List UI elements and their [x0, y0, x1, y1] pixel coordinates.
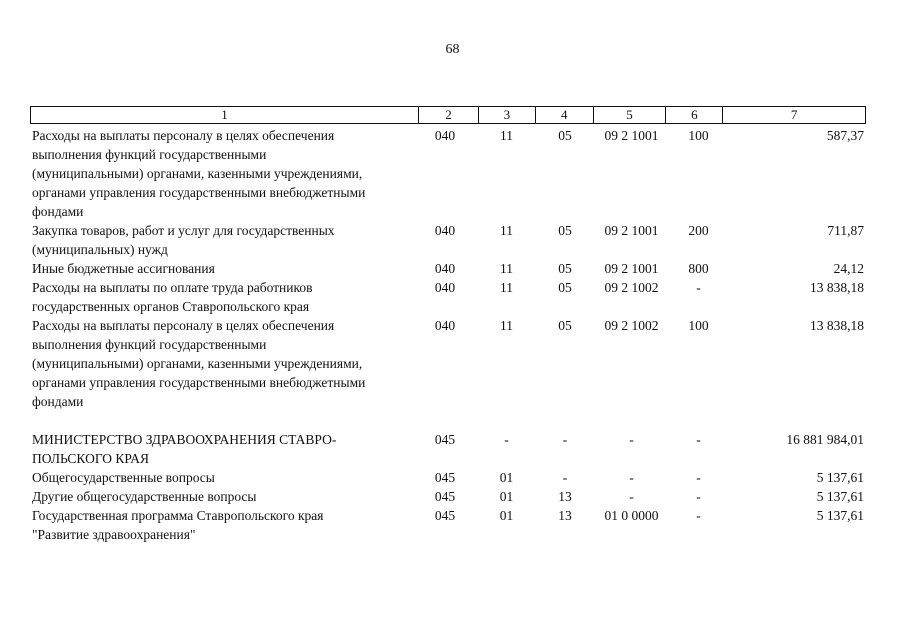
row-target-article: 09 2 1002	[604, 318, 659, 333]
row-ministry-code: 045	[434, 432, 456, 447]
row-section: 11	[500, 223, 513, 238]
row-amount: 5 137,61	[816, 508, 864, 523]
header-col-4: 4	[536, 107, 594, 123]
row-expense-type: -	[696, 280, 701, 295]
row-ministry-code: 040	[434, 318, 456, 333]
table-row	[30, 430, 866, 468]
table-row	[30, 316, 866, 411]
row-amount: 5 137,61	[816, 470, 864, 485]
row-target-article: -	[629, 432, 634, 447]
row-subsection: 05	[558, 280, 572, 295]
row-section: 11	[500, 261, 513, 276]
row-description: МИНИСТЕРСТВО ЗДРАВООХРАНЕНИЯ СТАВРО- ПОЛЬСКОГО КРАЯ	[32, 432, 337, 466]
row-description: Другие общегосударственные вопросы	[32, 489, 257, 504]
table-row	[30, 468, 866, 487]
table-row	[30, 278, 866, 316]
row-description: Расходы на выплаты персоналу в целях обеспечения выполнения функций государственными (муниципальными) органами, казенными учреждениями, органами управления государственными внебюджетными фондами	[32, 318, 366, 409]
row-subsection: 05	[558, 128, 572, 143]
row-expense-type: -	[696, 470, 701, 485]
row-section: 11	[500, 280, 513, 295]
row-ministry-code: 040	[434, 223, 456, 238]
row-target-article: 09 2 1002	[604, 280, 659, 295]
row-description: Общегосударственные вопросы	[32, 470, 215, 485]
row-section: 01	[499, 508, 514, 523]
row-expense-type: -	[696, 432, 701, 447]
row-amount: 5 137,61	[816, 489, 864, 504]
table-header	[30, 106, 866, 124]
row-subsection: 13	[558, 489, 572, 504]
row-target-article: 09 2 1001	[604, 261, 659, 276]
row-expense-type: 200	[688, 223, 709, 238]
row-amount: 711,87	[827, 223, 864, 238]
page-number: 68	[445, 42, 460, 57]
row-ministry-code: 040	[434, 128, 456, 143]
row-target-article: -	[629, 489, 634, 504]
row-amount: 587,37	[826, 128, 864, 143]
row-ministry-code: 040	[434, 261, 456, 276]
header-col-2: 2	[419, 107, 479, 123]
row-amount: 13 838,18	[810, 318, 864, 333]
row-description: Иные бюджетные ассигнования	[32, 261, 215, 276]
table-row	[30, 259, 866, 278]
row-section: 01	[499, 489, 514, 504]
row-subsection: 05	[558, 261, 572, 276]
budget-table	[30, 126, 866, 544]
row-ministry-code: 045	[434, 470, 456, 485]
row-subsection: 13	[558, 508, 572, 523]
row-target-article: -	[629, 470, 634, 485]
row-subsection: -	[562, 432, 568, 447]
row-subsection: 05	[558, 318, 572, 333]
header-col-3: 3	[479, 107, 536, 123]
row-section: 11	[500, 318, 513, 333]
row-expense-type: 100	[688, 128, 709, 143]
table-row	[30, 506, 866, 544]
row-ministry-code: 045	[434, 508, 456, 523]
row-expense-type: 100	[688, 318, 709, 333]
row-target-article: 09 2 1001	[604, 128, 659, 143]
row-target-article: 01 0 0000	[604, 508, 659, 523]
row-ministry-code: 040	[434, 280, 456, 295]
row-description: Расходы на выплаты по оплате труда работников государственных органов Ставропольского края	[32, 280, 313, 314]
row-amount: 16 881 984,01	[786, 432, 864, 447]
row-target-article: 09 2 1001	[604, 223, 659, 238]
row-description: Расходы на выплаты персоналу в целях обеспечения выполнения функций государственными (муниципальными) органами, казенными учреждениями, органами управления государственными внебюджетными фондами	[32, 128, 366, 219]
row-expense-type: -	[696, 508, 701, 523]
row-amount: 24,12	[833, 261, 864, 276]
row-section: 11	[500, 128, 513, 143]
header-col-7: 7	[790, 107, 798, 122]
row-section: -	[504, 432, 509, 447]
table-row	[30, 126, 866, 221]
row-description: Государственная программа Ставропольского края "Развитие здравоохранения"	[32, 508, 324, 542]
table-row	[30, 487, 866, 506]
row-section: 01	[499, 470, 514, 485]
row-subsection: -	[562, 470, 568, 485]
header-col-6: 6	[666, 107, 723, 123]
header-col-5: 5	[594, 107, 667, 123]
row-description: Закупка товаров, работ и услуг для государственных (муниципальных) нужд	[32, 223, 335, 257]
header-col-1: 1	[31, 107, 419, 123]
row-amount: 13 838,18	[810, 280, 864, 295]
row-expense-type: 800	[688, 261, 709, 276]
row-expense-type: -	[696, 489, 701, 504]
row-ministry-code: 045	[434, 489, 456, 504]
table-row	[30, 221, 866, 259]
row-subsection: 05	[558, 223, 572, 238]
section-spacer	[30, 411, 866, 430]
